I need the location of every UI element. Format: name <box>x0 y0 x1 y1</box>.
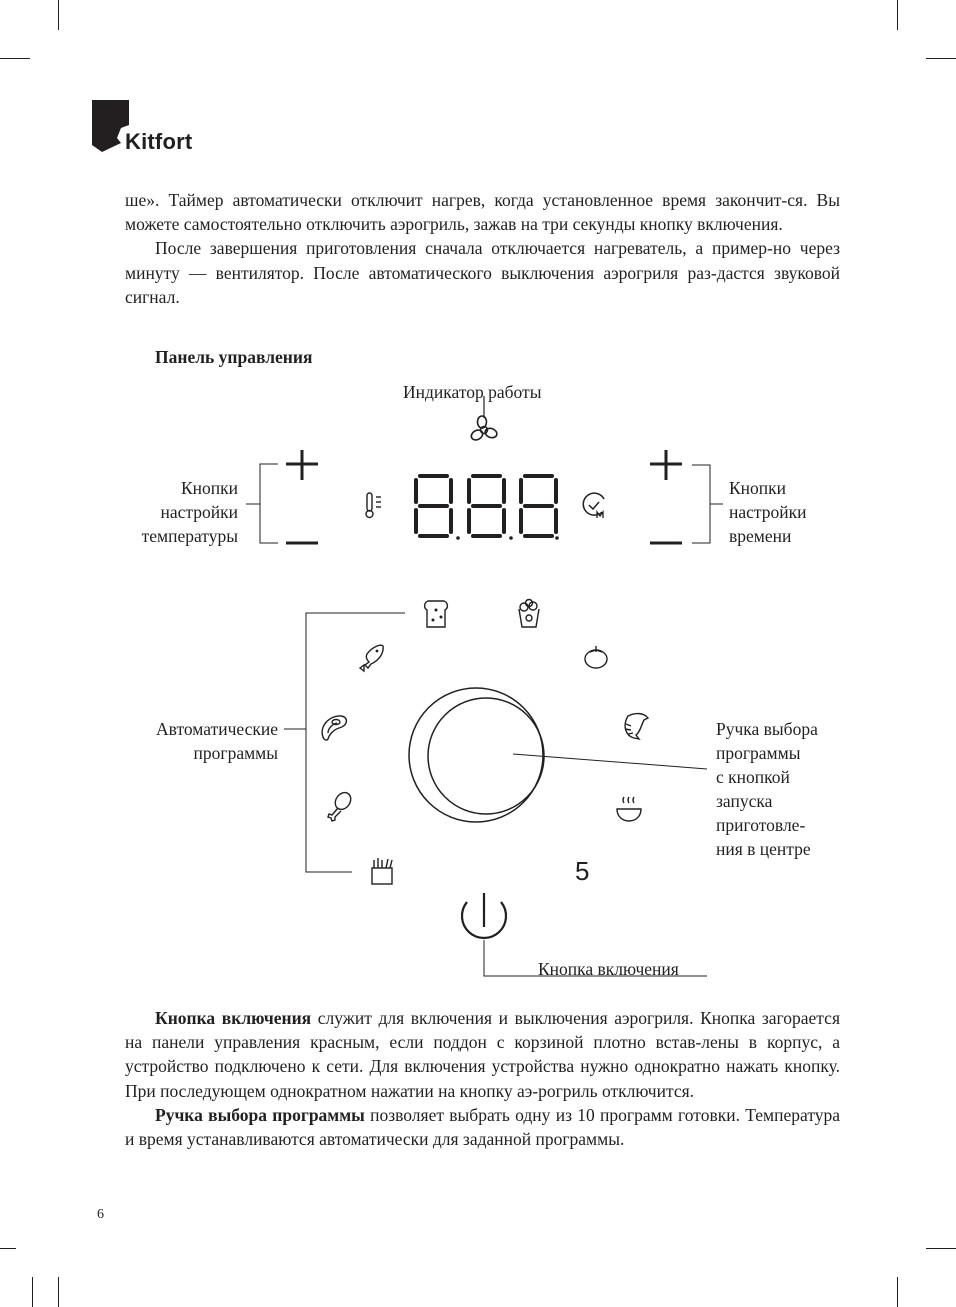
brand-name: Kitfort <box>125 129 193 154</box>
power-button-label: Кнопка включения <box>538 959 679 979</box>
knob-label-line: с кнопкой <box>716 767 790 787</box>
power-description: служит для включения и выключения аэрогриля. Кнопка загорается на панели управления красным, если поддон с корзиной плотно встав-лены в корпус, а устройство подключено к сети. Для включения устройства нужно однократно нажать кнопку. При последующем однократном нажатии на кнопку аэ-рогриль отключится. <box>125 1008 840 1101</box>
seven-segment-display <box>416 476 559 540</box>
time-label-line: времени <box>729 526 792 546</box>
knob-paragraph <box>125 1103 840 1151</box>
intro-paragraph-2: После завершения приготовления сначала отключается нагреватель, а пример-но через минуту — вентилятор. После автоматического выключения аэрогриля раз-дастся звуковой сигнал. <box>125 238 840 307</box>
temp-label-line: Кнопки <box>180 478 238 498</box>
time-plus-icon <box>650 450 682 480</box>
temp-plus-icon <box>286 450 318 480</box>
power-term: Кнопка включения <box>155 1008 312 1028</box>
shrimp-icon <box>625 714 648 739</box>
power-icon <box>462 893 506 938</box>
time-buttons-label <box>729 476 807 548</box>
soup-icon <box>617 797 641 821</box>
marker-digit: 5 <box>575 856 590 886</box>
temp-label-line: температуры <box>141 526 238 546</box>
auto-label-line: Автоматические <box>156 719 278 739</box>
knob-label-line: приготовле- <box>716 815 806 835</box>
program-knob-label <box>716 717 818 861</box>
thermometer-icon <box>366 493 381 518</box>
knob-label-line: ния в центре <box>716 839 811 859</box>
knob-label-line: Ручка выбора <box>716 719 818 739</box>
timer-minutes-icon <box>583 493 604 518</box>
popcorn-icon <box>519 600 539 628</box>
intro-paragraph-1: ше». Таймер автоматически отключит нагрев, когда установленное время закончит-ся. Вы можете самостоятельно отключить аэрогриль, зажав на три секунды кнопку включения. <box>125 190 840 235</box>
fish-icon <box>360 645 383 671</box>
temp-label-line: настройки <box>160 502 238 522</box>
drumstick-icon <box>328 790 354 821</box>
section-heading: Панель управления <box>155 347 313 367</box>
digit-1 <box>416 476 451 536</box>
work-indicator-label: Индикатор работы <box>403 382 542 402</box>
page-number: 6 <box>97 1207 104 1222</box>
steak-icon <box>322 716 346 740</box>
program-knob-inner <box>428 698 544 814</box>
knob-label-line: запуска <box>716 791 773 811</box>
toast-icon <box>425 601 448 627</box>
time-label-line: настройки <box>729 502 807 522</box>
fries-icon <box>372 858 392 884</box>
digit-2 <box>469 476 504 536</box>
knob-term: Ручка выбора программы <box>155 1104 365 1125</box>
digit-3 <box>521 476 556 536</box>
tomato-icon <box>585 646 607 668</box>
time-label-line: Кнопки <box>729 478 787 498</box>
knob-description: позволяет выбрать одну из 10 программ готовки. Температура и время устанавливаются автоматически для заданной программы. <box>125 1104 840 1150</box>
power-paragraph <box>125 1006 840 1103</box>
auto-programs-label <box>100 717 278 765</box>
body-text <box>125 1006 840 1151</box>
auto-label-line: программы <box>193 743 278 763</box>
temp-buttons-label <box>110 476 238 548</box>
fan-icon <box>470 416 499 442</box>
knob-label-line: программы <box>716 743 801 763</box>
